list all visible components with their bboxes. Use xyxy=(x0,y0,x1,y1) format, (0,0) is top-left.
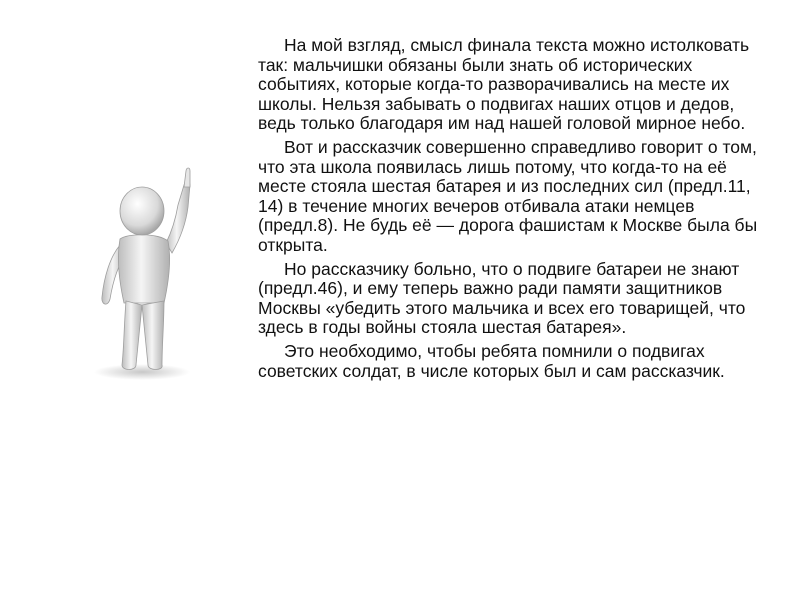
paragraph: Но рассказчику больно, что о подвиге батареи не знают (предл.46), и ему теперь важно ради памяти защитников Москвы «убедить этого мальчика и всех его товарищей, что здесь в годы войны стояла шестая батарея». xyxy=(258,258,746,338)
paragraph: Это необходимо, чтобы ребята помнили о подвигах советских солдат, в числе которых был и сам рассказчик. xyxy=(258,340,725,381)
pointing-person-icon xyxy=(80,165,220,385)
paragraph: Вот и рассказчик совершенно справедливо говорит о том, что эта школа появилась лишь потому, что когда-то на её месте стояла шестая батарея и из последних сил (предл.11, 14) в течение многих вечеров отбивала атаки немцев (предл.8). Не будь её — дорога фашистам к Москве была бы открыта. xyxy=(258,136,758,255)
paragraph: На мой взгляд, смысл финала текста можно истолковать так: мальчишки обязаны были знать об исторических событиях, которые когда-то разворачивались на месте их школы. Нельзя забывать о подвигах наших отцов и дедов, ведь только благодаря им над нашей головой мирное небо. xyxy=(258,35,750,134)
main-text xyxy=(258,36,758,385)
